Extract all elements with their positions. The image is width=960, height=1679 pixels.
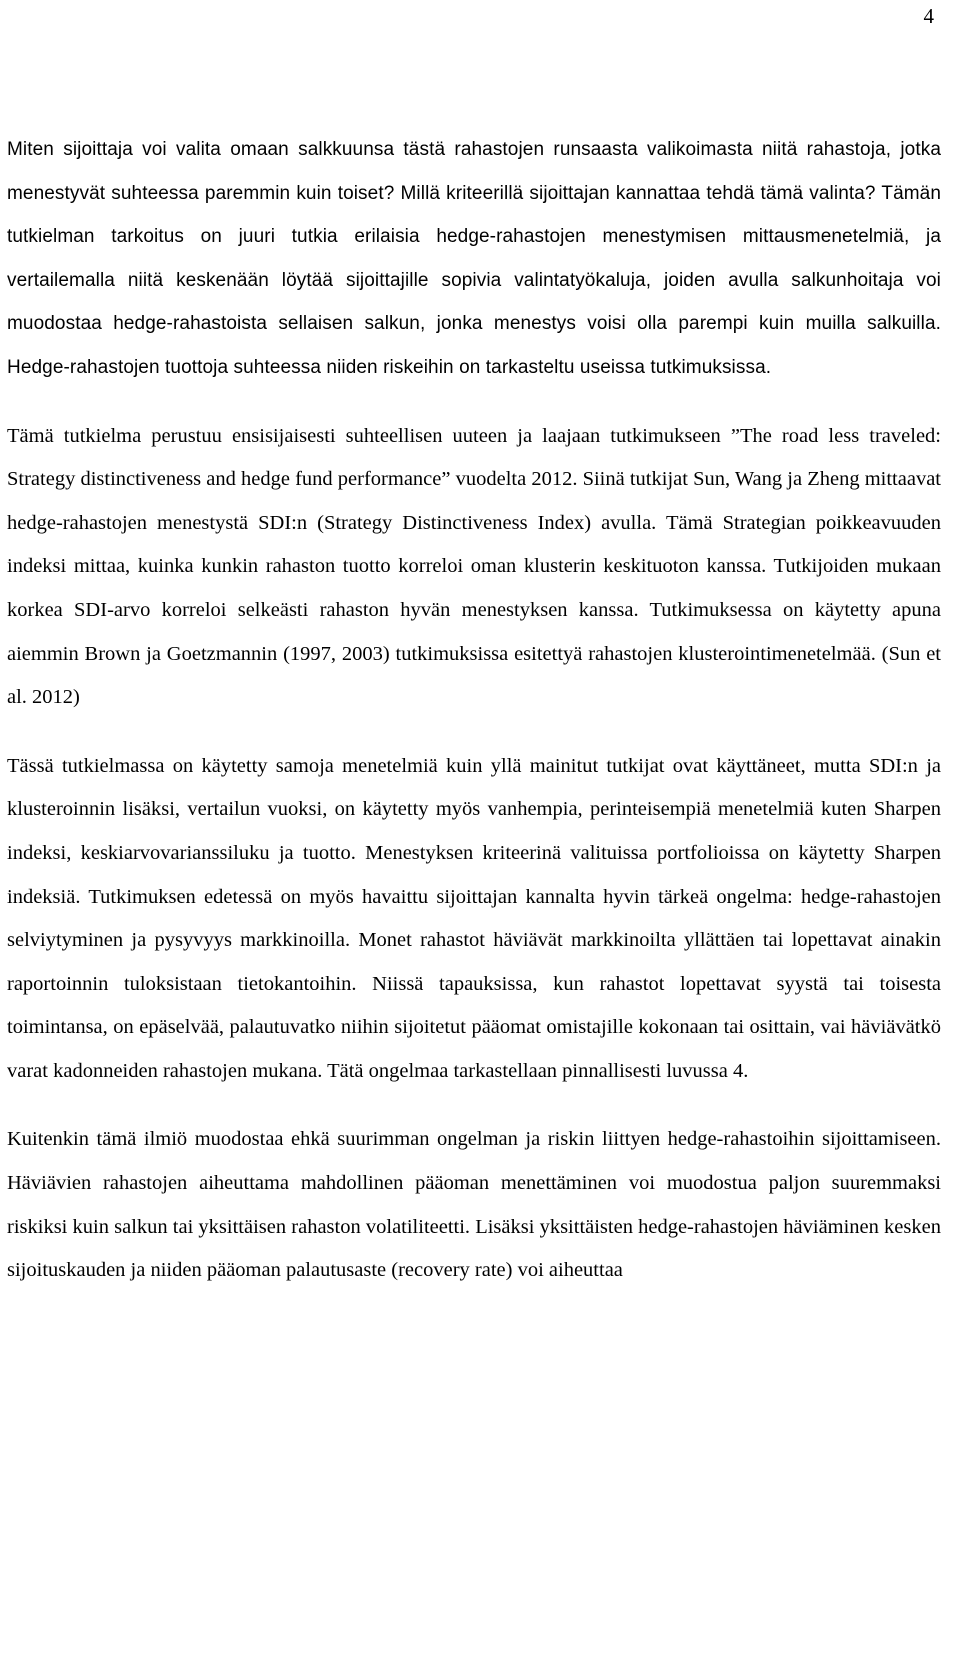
paragraph-2: Tämä tutkielma perustuu ensisijaisesti suhteellisen uuteen ja laajaan tutkimukseen ”The road less traveled: Strategy distinctiveness and hedge fund performance” vuodelta 2012. Siinä tutkijat Sun, Wang ja Zheng mittaavat hedge-rahastojen menestystä SDI:n (Strategy Distinctiveness Index) avulla. Tämä Strategian poikkeavuuden indeksi mittaa, kuinka kunkin rahaston tuotto korreloi oman klusterin keskituoton kanssa. Tutkijoiden mukaan korkea SDI-arvo korreloi selkeästi rahaston hyvän menestyksen kanssa. Tutkimuksessa on käytetty apuna aiemmin Brown ja Goetzmannin (1997, 2003) tutkimuksissa esitettyä rahastojen klusterointimenetelmää. (Sun et al. 2012): [7, 424, 941, 709]
paragraph-4: Kuitenkin tämä ilmiö muodostaa ehkä suurimman ongelman ja riskin liittyen hedge-rahastoihin sijoittamiseen. Häviävien rahastojen aiheuttama mahdollinen pääoman menettäminen voi muodostua paljon suuremmaksi riskiksi kuin salkun tai yksittäisen rahaston volatiliteetti. Lisäksi yksittäisten hedge-rahastojen häviäminen kesken sijoituskauden ja niiden pääoman palautusaste (recovery rate) voi aiheuttaa: [7, 1128, 941, 1282]
page-number: 4: [923, 4, 934, 28]
body-text: [7, 128, 941, 1318]
paragraph-1: Miten sijoittaja voi valita omaan salkkuunsa tästä rahastojen runsaasta valikoimasta niitä rahastoja, jotka menestyvät suhteessa paremmin kuin toiset? Millä kriteerillä sijoittajan kannattaa tehdä tämä valinta? Tämän tutkielman tarkoitus on juuri tutkia erilaisia hedge-rahastojen menestymisen mittausmenetelmiä, ja vertailemalla niitä keskenään löytää sijoittajille sopivia valintatyökaluja, joiden avulla salkunhoitaja voi muodostaa hedge-rahastoista sellaisen salkun, jonka menestys voisi olla parempi kuin muilla salkuilla. Hedge-rahastojen tuottoja suhteessa niiden riskeihin on tarkasteltu useissa tutkimuksissa.: [7, 139, 941, 378]
paragraph-3: Tässä tutkielmassa on käytetty samoja menetelmiä kuin yllä mainitut tutkijat ovat käyttäneet, mutta SDI:n ja klusteroinnin lisäksi, vertailun vuoksi, on käytetty myös vanhempia, perinteisempiä menetelmiä kuten Sharpen indeksi, keskiarvovarianssiluku ja tuotto. Menestyksen kriteerinä valituissa portfolioissa on käytetty Sharpen indeksiä. Tutkimuksen edetessä on myös havaittu sijoittajan kannalta hyvin tärkeä ongelma: hedge-rahastojen selviytyminen ja pysyvyys markkinoilla. Monet rahastot häviävät markkinoilta yllättäen tai lopettavat ainakin raportoinnin tuloksistaan tietokantoihin. Niissä tapauksissa, kun rahastot lopettavat syystä tai toisesta toimintansa, on epäselvää, palautuvatko niihin sijoitetut pääomat omistajille kokonaan tai osittain, vai häviävätkö varat kadonneiden rahastojen mukana. Tätä ongelmaa tarkastellaan pinnallisesti luvussa 4.: [7, 754, 941, 1082]
